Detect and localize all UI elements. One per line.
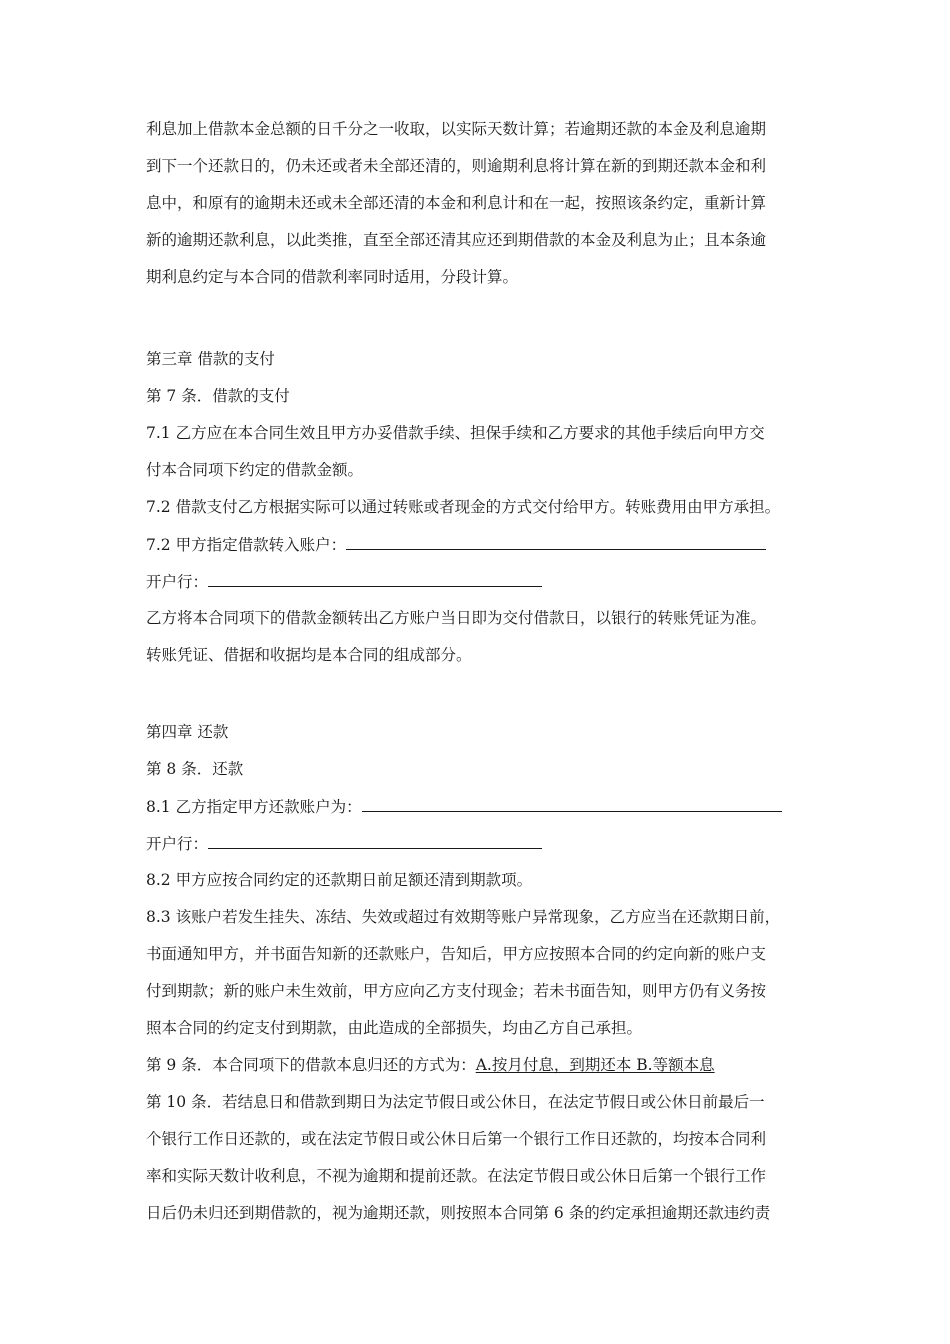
clause-7-2a: 7.2 借款支付乙方根据实际可以通过转账或者现金的方式交付给甲方。转账费用由甲方承担。 [146,498,781,516]
repay-account-blank[interactable] [362,796,782,812]
article-8-title: 第 8 条．还款 [146,760,244,778]
paragraph-line: 新的逾期还款利息，以此类推，直至全部还清其应还到期借款的本金及利息为止；且本条逾 [146,231,767,249]
chapter-4-title: 第四章 还款 [146,723,229,741]
clause-8-3-cont: 付到期款；新的账户未生效前，甲方应向乙方支付现金；若未书面告知，则甲方仍有义务按 [146,982,767,1000]
article-10-cont: 个银行工作日还款的，或在法定节假日或公休日后第一个银行工作日还款的，均按本合同利 [146,1130,767,1148]
bank-label: 开户行： [146,835,209,853]
paragraph-line: 到下一个还款日的，仍未还或者未全部还清的，则逾期利息将计算在新的到期还款本金和利 [146,157,767,175]
transfer-line: 转账凭证、借据和收据均是本合同的组成部分。 [146,646,472,664]
clause-7-1: 7.1 乙方应在本合同生效且甲方办妥借款手续、担保手续和乙方要求的其他手续后向甲方交 [146,424,765,442]
clause-8-3: 8.3 该账户若发生挂失、冻结、失效或超过有效期等账户异常现象，乙方应当在还款期日前， [146,908,781,926]
article-7-title: 第 7 条．借款的支付 [146,387,290,405]
article-9 [146,1055,715,1075]
chapter-3-title: 第三章 借款的支付 [146,350,275,368]
paragraph-line: 利息加上借款本金总额的日千分之一收取，以实际天数计算；若逾期还款的本金及利息逾期 [146,120,767,138]
article-10-cont: 日后仍未归还到期借款的，视为逾期还款，则按照本合同第 6 条的约定承担逾期还款违约责 [146,1204,771,1222]
clause-7-1-cont: 付本合同项下约定的借款金额。 [146,461,364,479]
clause-8-1 [146,796,782,817]
bank-line-1 [146,571,542,592]
bank-blank-1[interactable] [208,571,542,587]
paragraph-line: 息中，和原有的逾期未还或未全部还清的本金和利息计和在一起，按照该条约定，重新计算 [146,194,767,212]
bank-blank-2[interactable] [208,833,542,849]
clause-7-2b [146,534,766,555]
transfer-line: 乙方将本合同项下的借款金额转出乙方账户当日即为交付借款日，以银行的转账凭证为准。 [146,609,767,627]
article-9-prefix: 第 9 条．本合同项下的借款本息归还的方式为： [146,1056,476,1074]
bank-label: 开户行： [146,573,209,591]
repayment-method-options: A.按月付息，到期还本 B.等额本息 [475,1056,715,1074]
clause-8-1-label: 8.1 乙方指定甲方还款账户为： [146,798,362,816]
article-10: 第 10 条．若结息日和借款到期日为法定节假日或公休日，在法定节假日或公休日前最后一 [146,1093,765,1111]
clause-8-3-cont: 照本合同的约定支付到期款，由此造成的全部损失，均由乙方自己承担。 [146,1019,643,1037]
bank-line-2 [146,833,542,854]
article-10-cont: 率和实际天数计收利息，不视为逾期和提前还款。在法定节假日或公休日后第一个银行工作 [146,1167,767,1185]
clause-8-2: 8.2 甲方应按合同约定的还款期日前足额还清到期款项。 [146,871,533,889]
clause-8-3-cont: 书面通知甲方，并书面告知新的还款账户，告知后，甲方应按照本合同的约定向新的账户支 [146,945,767,963]
paragraph-line: 期利息约定与本合同的借款利率同时适用，分段计算。 [146,268,519,286]
loan-account-blank[interactable] [346,534,766,550]
clause-7-2b-label: 7.2 甲方指定借款转入账户： [146,536,347,554]
